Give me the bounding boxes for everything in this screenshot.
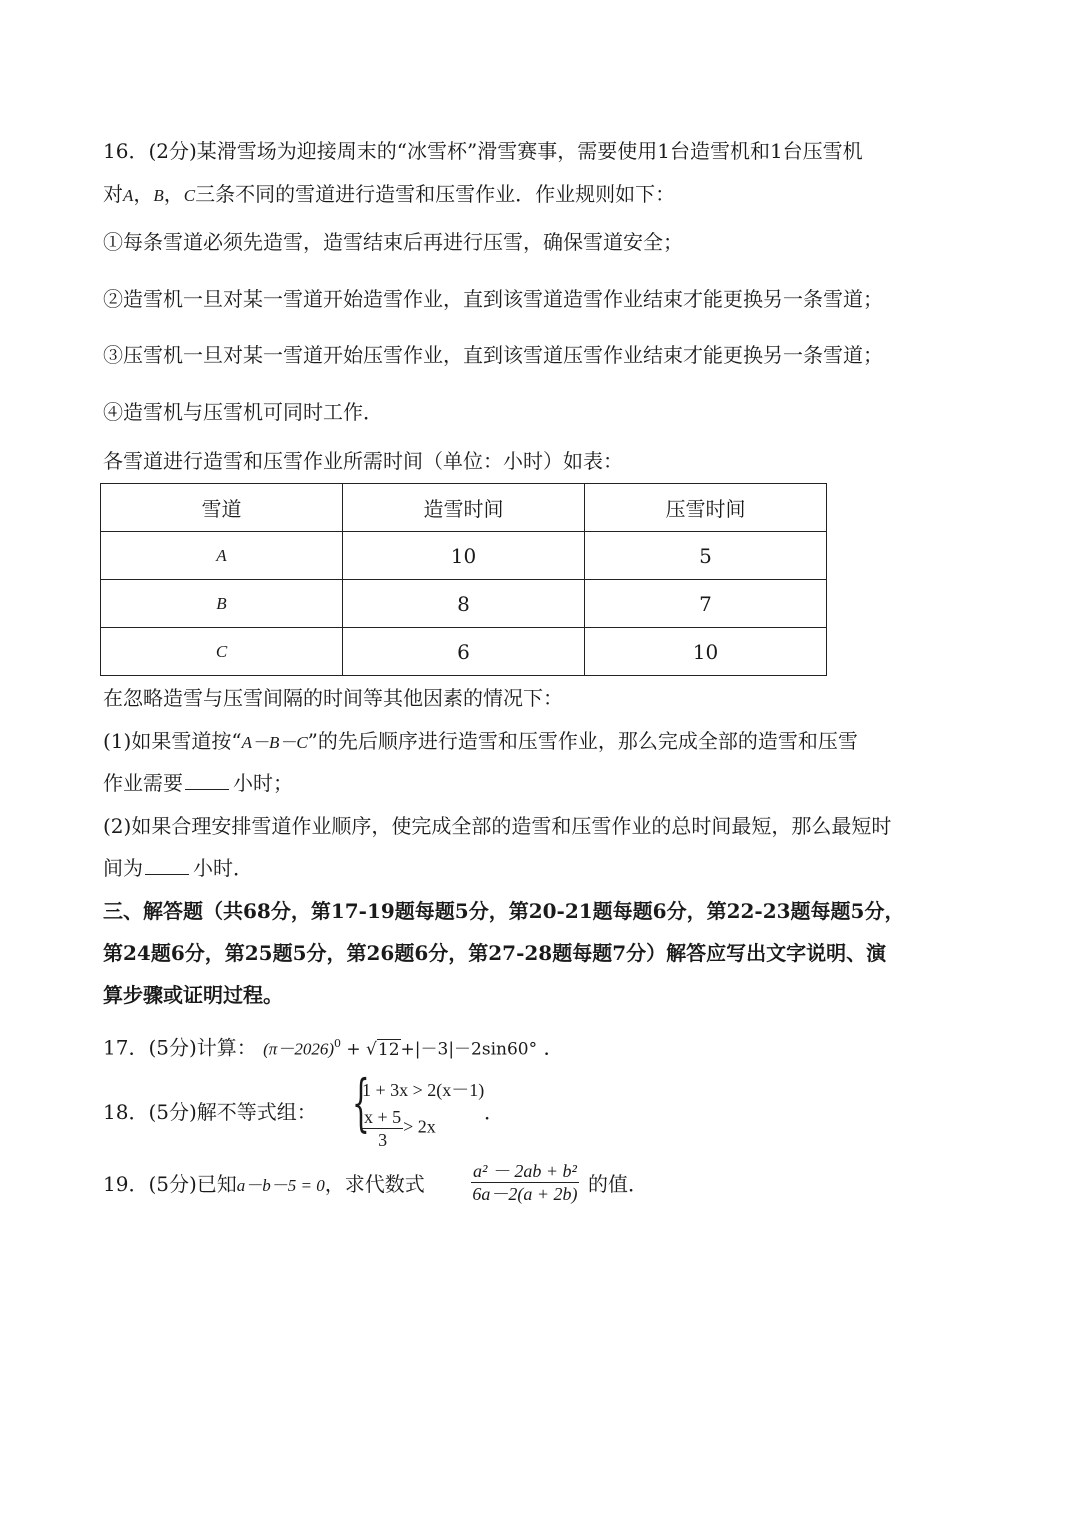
comma: ， xyxy=(133,182,154,206)
q19-end: 的值． xyxy=(588,1172,648,1196)
table-cell: 6 xyxy=(343,628,585,676)
q17 xyxy=(103,1032,563,1062)
section3-heading-line3: 算步骤或证明过程。 xyxy=(103,983,283,1007)
snow-time-table xyxy=(100,483,827,676)
q16-part2-line2-prefix: 间为 xyxy=(103,856,143,880)
left-brace-icon: { xyxy=(352,1066,370,1139)
table-header-row xyxy=(101,484,827,532)
table-header-cell: 造雪时间 xyxy=(343,484,585,532)
q16-part1-line2-prefix: 作业需要 xyxy=(103,771,183,795)
q16-line2-prefix: 对 xyxy=(103,182,123,206)
table-cell: 10 xyxy=(585,628,827,676)
rule-2: ②造雪机一旦对某一雪道开始造雪作业，直到该雪道造雪作业结束才能更换另一条雪道； xyxy=(103,287,883,311)
track-b-label: B xyxy=(153,186,164,205)
after-table-text: 在忽略造雪与压雪间隔的时间等其他因素的情况下： xyxy=(103,686,563,710)
table-cell: 8 xyxy=(343,580,585,628)
table-row xyxy=(101,580,827,628)
table-intro: 各雪道进行造雪和压雪作业所需时间（单位：小时）如表： xyxy=(103,449,623,473)
table-cell: 7 xyxy=(585,580,827,628)
table-cell: 5 xyxy=(585,532,827,580)
q16-part2-line1: (2)如果合理安排雪道作业顺序，使完成全部的造雪和压雪作业的总时间最短，那么最短时 xyxy=(103,814,892,838)
table-cell: C xyxy=(101,628,343,676)
q17-label: 17．(5分)计算： xyxy=(103,1035,257,1060)
q18-end: ． xyxy=(484,1100,504,1124)
rule-4: ④造雪机与压雪机可同时工作． xyxy=(103,400,383,424)
q17-expr-part1: (π－2026) xyxy=(263,1039,334,1059)
table-cell: A xyxy=(101,532,343,580)
order-expression: A－B－C xyxy=(241,733,308,752)
table-cell: B xyxy=(101,580,343,628)
q17-radicand: 12 xyxy=(377,1039,400,1060)
comma: ， xyxy=(163,182,184,206)
rule-1: ①每条雪道必须先造雪，造雪结束后再进行压雪，确保雪道安全； xyxy=(103,230,683,254)
q18-fraction-numerator: x + 5 xyxy=(364,1107,402,1127)
q19 xyxy=(103,1172,425,1198)
q16-line2 xyxy=(103,182,675,208)
q16-line2-suffix: 三条不同的雪道进行造雪和压雪作业．作业规则如下： xyxy=(195,182,676,206)
q19-denominator: 6a－2(a + 2b) xyxy=(472,1184,578,1204)
q18-label: 18．(5分)解不等式组： xyxy=(103,1100,317,1124)
q17-exponent: 0 xyxy=(333,1037,341,1050)
rule-3: ③压雪机一旦对某一雪道开始压雪作业，直到该雪道压雪作业结束才能更换另一条雪道； xyxy=(103,343,883,367)
q18-inequality-2 xyxy=(362,1106,436,1151)
table-header-cell: 压雪时间 xyxy=(585,484,827,532)
q19-fraction xyxy=(471,1160,579,1205)
track-c-label: C xyxy=(183,186,196,205)
table-row xyxy=(101,628,827,676)
q16-part1-line2 xyxy=(103,771,293,795)
answer-blank[interactable] xyxy=(185,771,229,790)
q17-expr-part2: +|－3|－2sin60° xyxy=(400,1039,538,1060)
sqrt-symbol: √ xyxy=(366,1039,377,1060)
section3-heading-line2: 第24题6分，第25题5分，第26题6分，第27-28题每题7分）解答应写出文字说明、演 xyxy=(103,941,887,965)
q16-part2-line2-suffix: 小时． xyxy=(193,856,253,880)
table-row xyxy=(101,532,827,580)
q18-fraction xyxy=(362,1106,403,1151)
q16-line1: 16．(2分)某滑雪场为迎接周末的“冰雪杯”滑雪赛事，需要使用1台造雪机和1台压雪机 xyxy=(103,139,863,163)
q18-inequality-2-tail: > 2x xyxy=(403,1116,436,1137)
track-a-label: A xyxy=(123,186,134,205)
q18-fraction-denominator: 3 xyxy=(378,1130,388,1150)
q16-part2-line2 xyxy=(103,856,253,880)
q19-label: 19．(5分)已知 xyxy=(103,1172,237,1196)
q16-part1-prefix: (1)如果雪道按“ xyxy=(103,729,242,753)
table-cell: 10 xyxy=(343,532,585,580)
q16-part1-line2-suffix: 小时； xyxy=(233,771,293,795)
q16-part1-suffix: ”的先后顺序进行造雪和压雪作业，那么完成全部的造雪和压雪 xyxy=(307,729,858,753)
q17-plus: + xyxy=(340,1039,367,1060)
table-header-cell: 雪道 xyxy=(101,484,343,532)
q18-inequality-1: 1 + 3x > 2(x－1) xyxy=(362,1080,485,1100)
q16-part1-line1 xyxy=(103,729,858,755)
q19-numerator: a² － 2ab + b² xyxy=(473,1161,577,1181)
q19-mid: ，求代数式 xyxy=(324,1172,425,1196)
q19-fraction-box xyxy=(471,1160,579,1205)
q19-condition: a－b－5 = 0 xyxy=(236,1176,325,1195)
answer-blank[interactable] xyxy=(145,856,189,875)
section3-heading-line1: 三、解答题（共68分，第17-19题每题5分，第20-21题每题6分，第22-23题每题5分， xyxy=(103,899,905,923)
q17-end: ． xyxy=(543,1035,564,1060)
